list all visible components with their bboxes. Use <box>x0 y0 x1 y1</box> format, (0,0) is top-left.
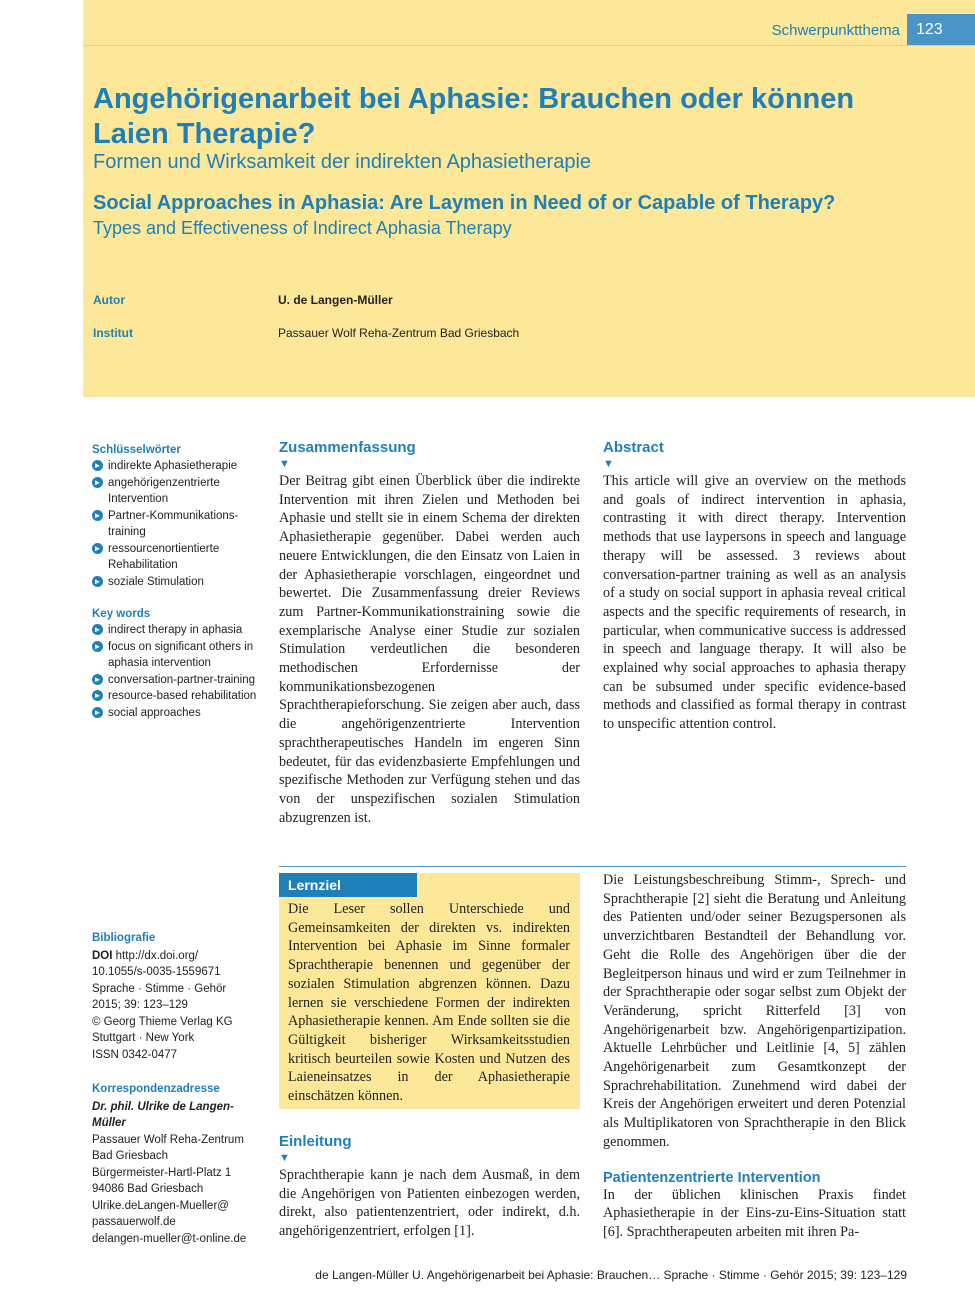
summary-section <box>279 439 580 827</box>
correspondence-heading: Korrespondenzadresse <box>92 1083 220 1095</box>
address-line: Passauer Wolf Reha-Zentrum <box>92 1133 244 1146</box>
keywords-en-heading: Key words <box>92 608 151 620</box>
triangle-down-icon: ▼ <box>279 458 290 470</box>
institute-label: Institut <box>93 326 133 340</box>
triangle-down-icon: ▼ <box>603 458 614 470</box>
introduction-text: Sprachtherapie kann je nach dem Ausmaß, in dem die Angehörigen von Patienten einbezogen werden, direkt, also patientenzentriert, oder indirekt, d.h. angehörigenzentriert, erfolgen [1]. <box>279 1167 580 1240</box>
abstract-text: This article will give an overview on the methods and goals of indirect intervention in aphasia, contrasting it with direct therapy. Intervention methods that use laypersons in speech and language therapy will be assessed. 3 reviews about conversation-partner training as well as an analysis of a study on social support in aphasia reveal critical aspects and the specific requirements of research, in particular, when communicative success is addressed in speech and language therapy. It will also be explained why social approaches to aphasia therapy can be subsumed under specific evidence-based methods and classified as formal therapy in contrast to unspecific attention control. <box>603 473 906 733</box>
arrow-bullet-icon: ► <box>93 510 102 520</box>
section-divider <box>279 866 906 867</box>
email-line[interactable]: delangen-mueller@t-online.de <box>92 1232 247 1245</box>
keywords-en-list <box>92 622 264 721</box>
patient-intervention-heading: Patientenzentrierte Intervention <box>603 1169 821 1186</box>
article-title-en: Social Approaches in Aphasia: Are Laymen in Need of or Capable of Therapy? <box>93 192 836 214</box>
journal-name: Sprache · Stimme · Gehör <box>92 982 227 995</box>
summary-text: Der Beitrag gibt einen Überblick über die indirekte Intervention mit ihren Zielen und Methoden bei Aphasie und stellt sie in einem Schema der direkten Aphasietherapie gegenüber. Dabei werden auch neuere Entwicklungen, die den Einsatz von Laien in der Aphasietherapie vorschlagen, eingeordnet und bewertet. Die Zusammenfassung dreier Reviews zum Partner-Kommunikationstraining sowie die exemplarische Analyse einer Studie zur sozialen Stimulation verdeutlichen die besonderen methodischen Erfordernisse der kommunikationsbezogenen Sprachtherapieforschung. Sie zeigen aber auch, dass die angehörigenzentrierte Intervention sprachtherapeutisches Handeln im engeren Sinn bedeutet, für das evidenzbasierte Empfehlungen und spezifische Methoden zur Verfügung stehen und das von der unspezifischen sozialen Stimulation abzugrenzen ist. <box>279 473 580 826</box>
triangle-down-icon: ▼ <box>279 1152 290 1164</box>
keyword-item: ► focus on significant others in aphasia intervention <box>93 640 254 669</box>
article-subtitle: Formen und Wirksamkeit der indirekten Aphasietherapie <box>93 151 592 173</box>
keyword-item: ► resource-based rehabilitation <box>93 690 257 702</box>
author-label: Autor <box>93 293 125 307</box>
keyword-item: ► Partner-Kommunikations-training <box>93 509 239 538</box>
journal-issue: 2015; 39: 123–129 <box>92 999 188 1011</box>
doi-line: DOI http://dx.doi.org/ <box>92 949 199 962</box>
bibliography-sidebar <box>92 930 267 1247</box>
keywords-sidebar <box>92 444 264 721</box>
email-line[interactable]: Ulrike.deLangen-Mueller@ <box>92 1199 229 1212</box>
keyword-item: ► angehörigenzentrierte Intervention <box>93 476 220 505</box>
section-label: Schwerpunktthema <box>771 22 900 39</box>
address-line: 94086 Bad Griesbach <box>92 1183 204 1195</box>
introduction-section <box>279 1133 580 1241</box>
body-right-column <box>603 871 906 1242</box>
publisher-place: Stuttgart · New York <box>92 1032 195 1044</box>
institute-name: Passauer Wolf Reha-Zentrum Bad Griesbach <box>278 326 520 340</box>
address-line: Bürgermeister-Hartl-Platz 1 <box>92 1166 232 1179</box>
learning-goal-box <box>279 873 580 1109</box>
keyword-item: ► indirect therapy in aphasia <box>93 624 243 636</box>
keyword-item: ► soziale Stimulation <box>93 575 204 588</box>
title-banner <box>83 0 975 397</box>
learning-goal-text: Die Leser sollen Unterschiede und Gemeinsamkeiten der direkten vs. indirekten Intervention bei Aphasie im Sinne formaler Sprachtherapie benennen und gegenüber der sozialen Stimulation abgrenzen können. Dazu lernen sie verschiedene Formen der indirekten Aphasietherapie kennen. Am Ende sollten sie die Gültigkeit bisheriger Wirksamkeitsstudien kritisch beurteilen sowie Kosten und Nutzen des Laieneinsatzes in der Aphasietherapie einschätzen können. <box>288 901 570 1105</box>
bibliography-heading: Bibliografie <box>92 932 156 944</box>
arrow-bullet-icon: ► <box>93 543 102 553</box>
copyright: © Georg Thieme Verlag KG <box>92 1015 233 1028</box>
keywords-de-list <box>92 458 264 590</box>
patient-intervention-text: In der üblichen klinischen Praxis findet Aphasietherapie in der Eins-zu-Eins-Situation statt [6]. Sprachtherapeuten arbeiten mit ihren Pa- <box>603 1186 906 1240</box>
author-name: U. de Langen-Müller <box>278 293 393 307</box>
address-line: Bad Griesbach <box>92 1150 169 1162</box>
learning-goal-heading: Lernziel <box>279 873 417 897</box>
arrow-bullet-icon: ► <box>93 461 102 470</box>
doi-link[interactable]: http://dx.doi.org/ <box>115 949 199 962</box>
doi-id: 10.1055/s-0035-1559671 <box>92 966 221 978</box>
correspondence-name: Dr. phil. Ulrike de Langen-Müller <box>92 1100 234 1129</box>
arrow-bullet-icon: ► <box>93 477 102 487</box>
page-number: 123 <box>907 14 975 45</box>
issn: ISSN 0342-0477 <box>92 1048 178 1061</box>
article-title: Angehörigenarbeit bei Aphasie: Brauchen oder können Laien Therapie? <box>93 83 855 150</box>
body-paragraph: Die Leistungsbeschreibung Stimm-, Sprech- und Sprachtherapie [2] sieht die Beratung und Anleitung des Patienten und/oder seiner Bezugspersonen als unverzichtbaren Bestandteil der Behandlung vor. Geht die Rolle des Angehörigen über die der Begleitperson hinaus und wird er zum Teilnehmer in der Sprachtherapie oder sogar selbst zum Objekt der Veränderung, spricht Ritterfeld [3] von Angehörigenarbeit bzw. Angehörigenpartizipation. Aktuelle Lehrbücher und Leitlinie [4, 5] zählen Angehörigenarbeit zum Gesamtkonzept der Sprachrehabilitation. Zunehmend wird dabei der Kreis der Angehörigen erweitert und deren Potenzial als Multiplikatoren von Sprachtherapie in den Blick genommen. <box>603 872 906 1150</box>
introduction-heading: Einleitung <box>279 1133 352 1150</box>
arrow-bullet-icon: ► <box>93 625 102 634</box>
keyword-item: ► social approaches <box>93 706 201 719</box>
footer-citation: de Langen-Müller U. Angehörigenarbeit bei Aphasie: Brauchen… Sprache · Stimme · Gehör 2015; 39: 123–129 <box>315 1268 907 1282</box>
arrow-bullet-icon: ► <box>93 576 102 586</box>
arrow-bullet-icon: ► <box>93 674 102 684</box>
keyword-item: ► conversation-partner-training <box>93 673 256 686</box>
running-header <box>83 0 975 45</box>
arrow-bullet-icon: ► <box>93 641 102 651</box>
summary-heading: Zusammenfassung <box>279 439 416 456</box>
email-line[interactable]: passauerwolf.de <box>92 1216 176 1228</box>
keyword-item: ► indirekte Aphasietherapie <box>93 460 238 472</box>
abstract-section <box>603 439 906 734</box>
keywords-de-heading: Schlüsselwörter <box>92 444 181 456</box>
abstract-heading: Abstract <box>603 439 664 456</box>
keyword-item: ► ressourcenortientierte Rehabilitation <box>93 542 220 571</box>
article-subtitle-en: Types and Effectiveness of Indirect Aphasia Therapy <box>93 218 512 238</box>
arrow-bullet-icon: ► <box>93 707 102 717</box>
arrow-bullet-icon: ► <box>93 691 102 700</box>
header-divider <box>83 45 975 46</box>
